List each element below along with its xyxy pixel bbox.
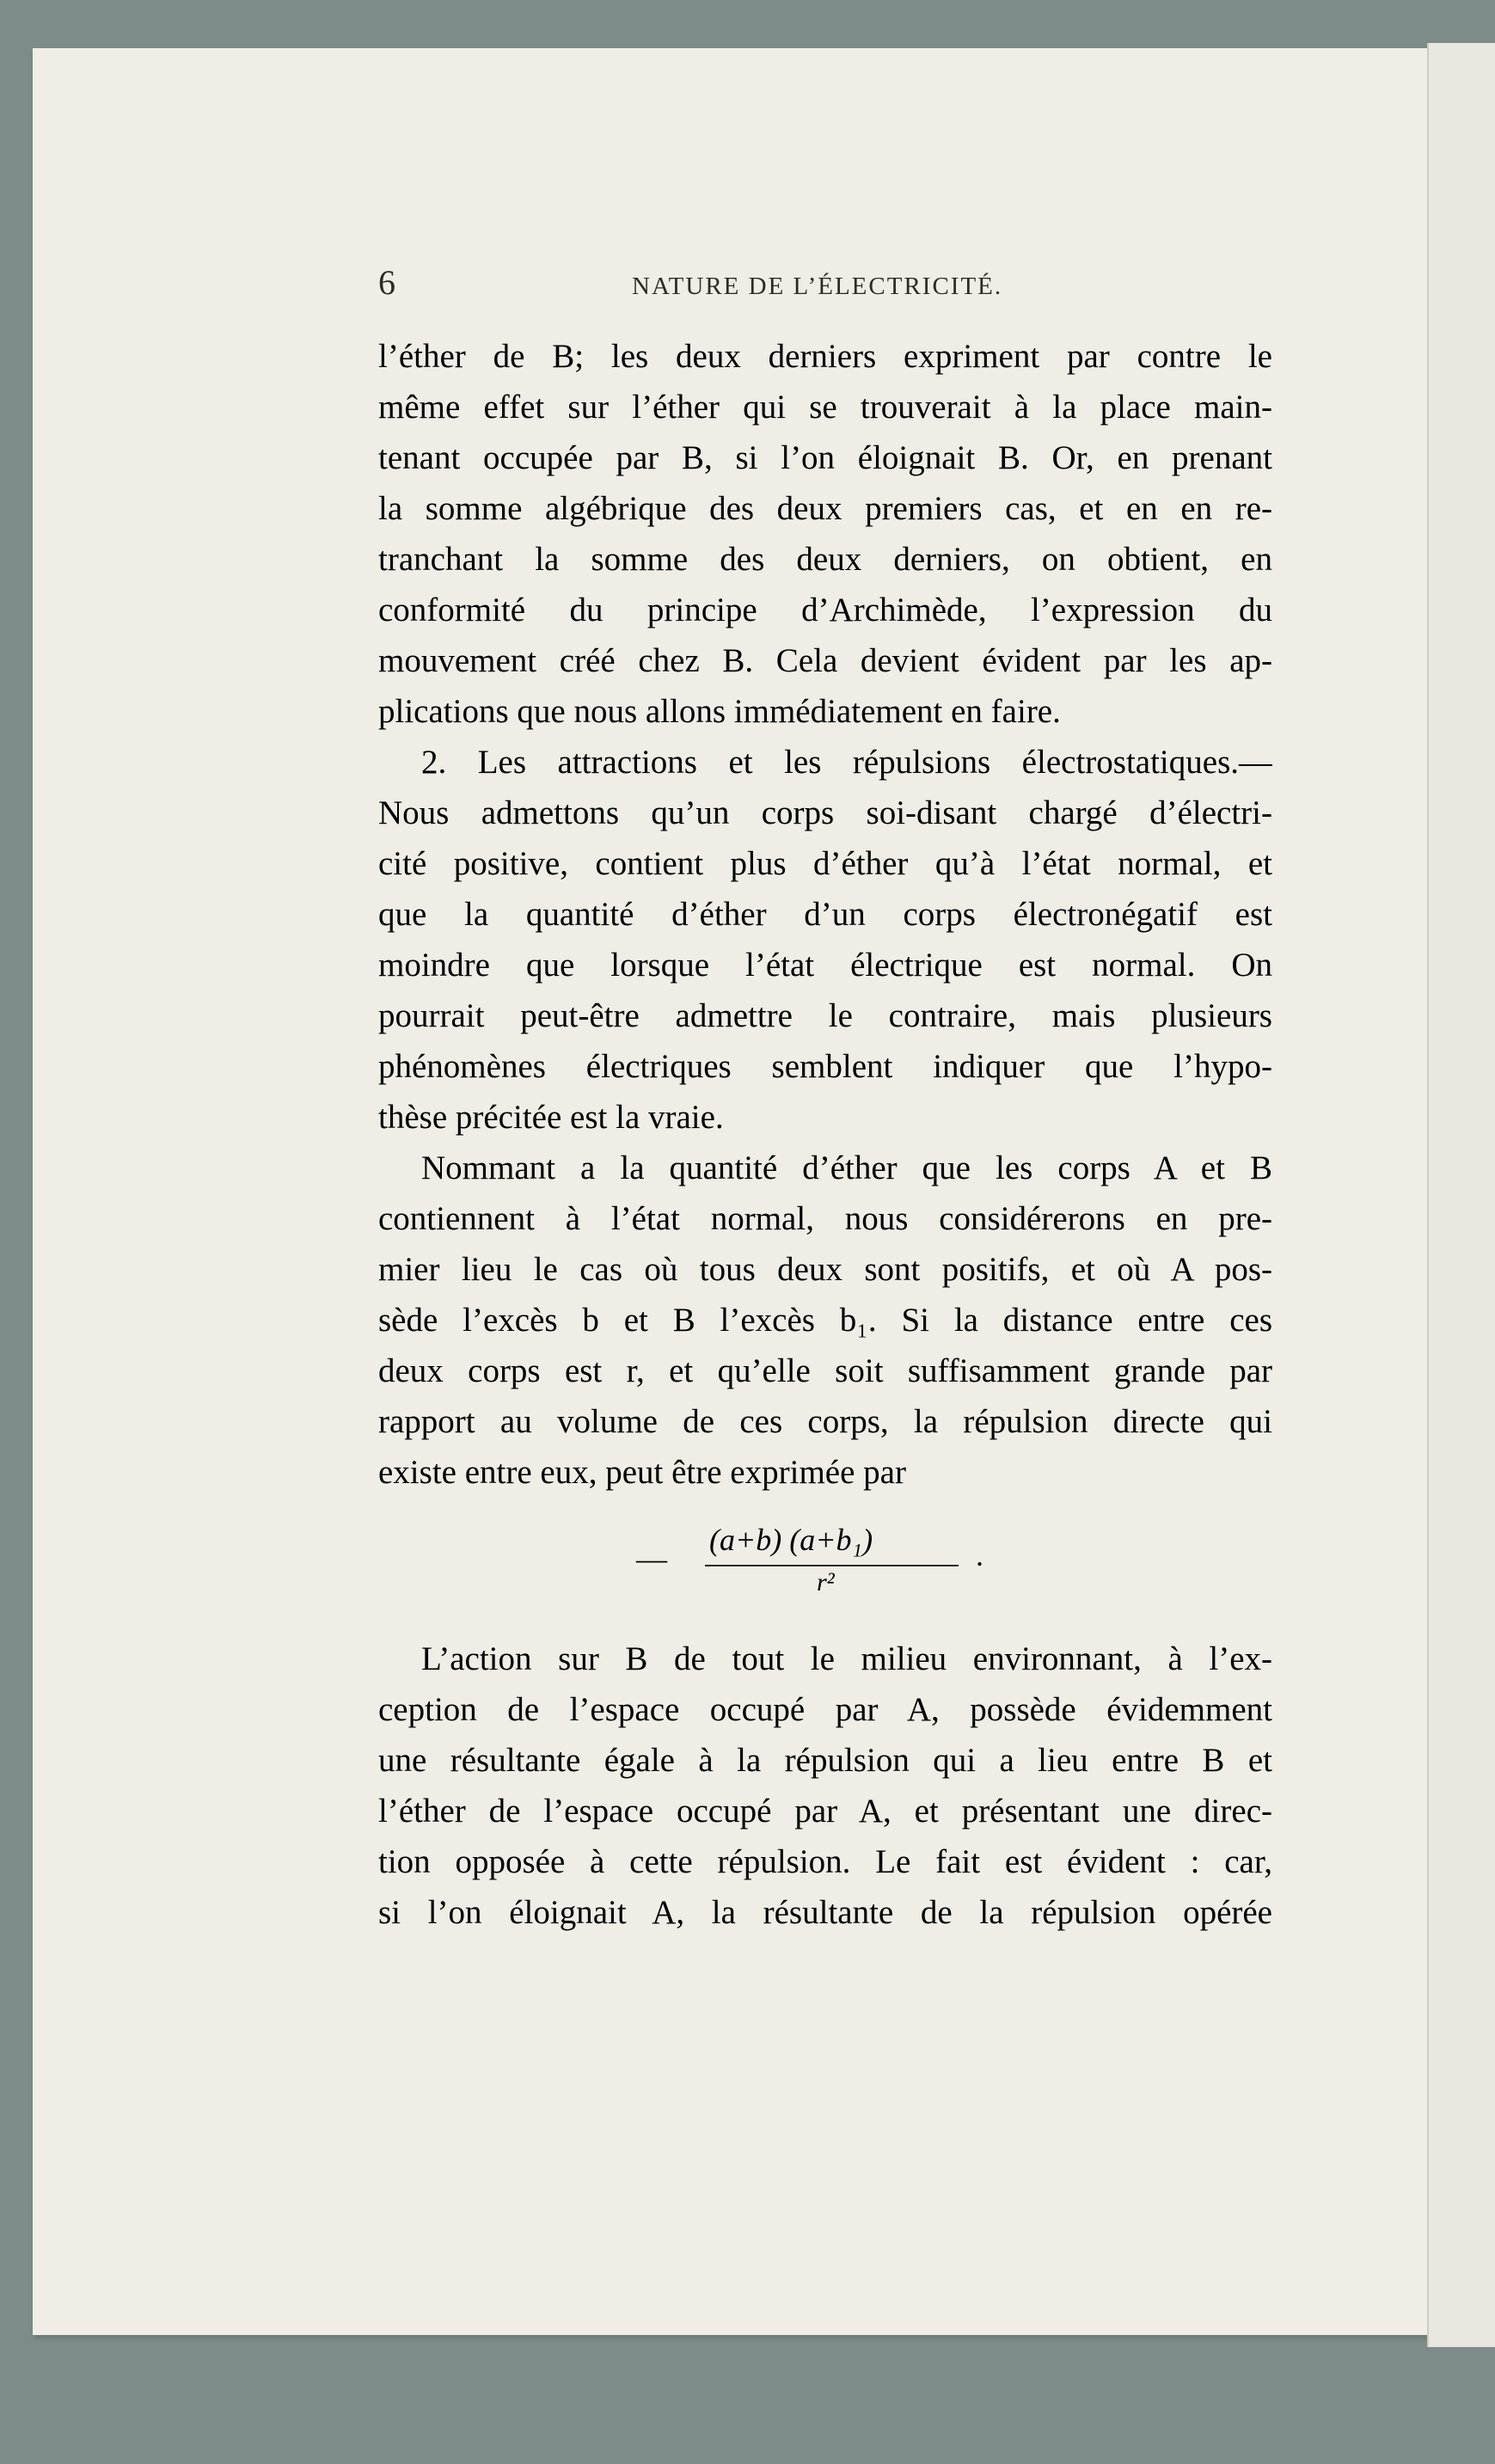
formula-minus: —: [636, 1542, 667, 1576]
text-line: même effet sur l’éther qui se trouverait à la place main-: [378, 389, 1272, 426]
text-line: deux corps est r, et qu’elle soit suffisamment grande par: [378, 1352, 1272, 1389]
text-line: thèse précitée est la vraie.: [378, 1099, 724, 1136]
text-line: tranchant la somme des deux derniers, on obtient, en: [378, 541, 1272, 578]
text-line: cité positive, contient plus d’éther qu’à l’état normal, et: [378, 845, 1272, 882]
text-line: l’éther de l’espace occupé par A, et présentant une direc-: [378, 1793, 1272, 1830]
page-number: 6: [378, 263, 395, 302]
text-line: sède l’excès b et B l’excès b₁. Si la distance entre ces: [378, 1302, 1272, 1339]
formula-denominator: r²: [817, 1568, 835, 1597]
text-line: Nous admettons qu’un corps soi-disant chargé d’électri-: [378, 794, 1272, 831]
section-heading-line: 2. Les attractions et les répulsions électrostatiques.—: [421, 744, 1272, 781]
text-line: conformité du principe d’Archimède, l’expression du: [378, 591, 1272, 628]
formula-numerator: (a+b) (a+b₁): [709, 1523, 873, 1557]
text-line: mier lieu le cas où tous deux sont positifs, et où A pos-: [378, 1251, 1272, 1288]
formula-period: .: [976, 1538, 983, 1572]
text-line: contiennent à l’état normal, nous considérerons en pre-: [378, 1200, 1272, 1237]
text-line: que la quantité d’éther d’un corps électronégatif est: [378, 896, 1272, 933]
text-line: si l’on éloignait A, la résultante de la répulsion opérée: [378, 1894, 1272, 1931]
running-title: NATURE DE L’ÉLECTRICITÉ.: [632, 273, 1003, 300]
text-line: mouvement créé chez B. Cela devient évident par les ap-: [378, 642, 1272, 679]
text-line: tion opposée à cette répulsion. Le fait est évident : car,: [378, 1843, 1272, 1880]
text-block-2: [378, 1633, 1272, 1938]
page-header: [378, 262, 1272, 305]
text-line: plications que nous allons immédiatement en faire.: [378, 693, 1061, 730]
text-line: phénomènes électriques semblent indiquer que l’hypo-: [378, 1048, 1272, 1085]
text-line: rapport au volume de ces corps, la répulsion directe qui: [378, 1403, 1272, 1440]
text-line: ception de l’espace occupé par A, possède évidemment: [378, 1691, 1272, 1728]
text-line: moindre que lorsque l’état électrique est normal. On: [378, 947, 1272, 984]
text-line: L’action sur B de tout le milieu environnant, à l’ex-: [421, 1640, 1272, 1677]
text-line: existe entre eux, peut être exprimée par: [378, 1454, 906, 1491]
formula: [636, 1522, 997, 1616]
fraction-bar: [705, 1565, 959, 1566]
text-line: la somme algébrique des deux premiers cas, et en en re-: [378, 490, 1272, 527]
text-line: pourrait peut-être admettre le contraire, mais plusieurs: [378, 997, 1272, 1034]
text-line: Nommant a la quantité d’éther que les corps A et B: [421, 1149, 1272, 1186]
text-block-1: [378, 331, 1272, 1498]
text-line: tenant occupée par B, si l’on éloignait B. Or, en prenant: [378, 439, 1272, 476]
next-page-edge: [1427, 43, 1495, 2347]
text-line: l’éther de B; les deux derniers expriment par contre le: [378, 338, 1272, 375]
text-line: une résultante égale à la répulsion qui a lieu entre B et: [378, 1742, 1272, 1779]
